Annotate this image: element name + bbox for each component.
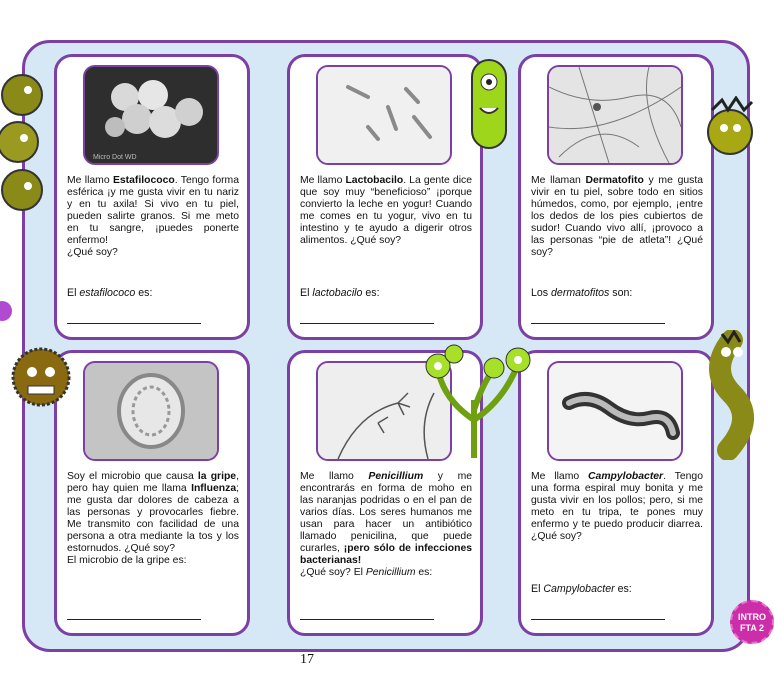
lactobacillus-image: [318, 67, 450, 163]
answer-prompt: Los dermatofitos son:: [531, 287, 633, 299]
card-dermatofito: [518, 54, 714, 340]
answer-line[interactable]: [531, 323, 665, 324]
card-text: Me llamo Campylobacter. Tengo una forma espiral muy bonita y me gusta vivir en los pollos; pero, si me meto en tu tripa, te pones muy enfermo y te puedo producir diarrea. ¿Qué soy?: [531, 471, 703, 542]
purple-microbe-icon: [0, 296, 14, 326]
dermatophyte-mascot-icon: [704, 96, 756, 168]
page-number: 17: [300, 652, 314, 667]
question: ¿Qué soy?: [531, 531, 582, 542]
microbe-name: Dermatofito: [585, 175, 644, 186]
question: ¿Qué soy?: [350, 235, 402, 246]
answer-line[interactable]: [67, 323, 201, 324]
card-text: Me llamo Lactobacilo. La gente dice que soy muy “beneficioso” ¡porque convierto la leche en yogur! Cuando me comes en tu yogur, vivo en tu intestino y te ayudo a digerir otros alimentos. ¿Qué soy?: [300, 175, 472, 246]
influenza-image: [85, 363, 217, 459]
card-text: Me llamo Estafilococo. Tengo forma esférica ¡y me gusta vivir en tu nariz y en tu axila! Si vivo en tu piel, pueden salirte granos. Si me meto en tu sangre, ¡puedes ponerte enfermo! ¿Qué soy?: [67, 175, 239, 258]
photo-campylobacter: [547, 361, 683, 461]
card-text: Soy el microbio que causa la gripe, pero hay quien me llama Influenza; me gusta dar dolores de cabeza a las personas y provocarles fiebre. Me transmito con facilidad de una persona a otra mediante la tos y los estornudos. ¿Qué soy? El microbio de la gripe es:: [67, 471, 239, 566]
photo-lactobacillus: [316, 65, 452, 165]
influenza-mascot-icon: [8, 342, 74, 412]
card-lactobacilo: [287, 54, 483, 340]
campylobacter-image: [549, 363, 681, 459]
answer-prompt: El lactobacilo es:: [300, 287, 380, 299]
answer-line[interactable]: [300, 619, 434, 620]
card-campylobacter: [518, 350, 714, 636]
photo-caption: Micro Dot WD: [93, 154, 137, 161]
card-gripe: [54, 350, 250, 636]
card-text: Me llamo Penicillium y me encontrarás en forma de moho en las naranjas podridas o en el pan de varios días. Los seres humanos me usan para hacer un antibiótico llamado penicilina, que puede curarles, ¡pero sólo de infecciones bacterianas! ¿Qué soy? El Penicillium es:: [300, 471, 473, 578]
microbe-name: Campylobacter: [588, 471, 664, 482]
staph-mascot-icon: [0, 70, 48, 220]
question: ¿Qué soy?: [124, 543, 176, 554]
answer-prompt: El estafilococo es:: [67, 287, 153, 299]
answer-prompt: El Campylobacter es:: [531, 583, 632, 595]
microbe-name: Lactobacilo: [345, 175, 404, 186]
microbe-name: la gripe: [197, 471, 237, 482]
photo-dermatophyte: [547, 65, 683, 165]
penicillium-mascot-icon: [414, 340, 544, 460]
answer-line[interactable]: [67, 619, 201, 620]
answer-line[interactable]: [300, 323, 434, 324]
photo-staphylococcus: [83, 65, 219, 165]
microbe-name: Estafilococo: [112, 175, 175, 186]
staphylococcus-image: [85, 67, 217, 163]
question: ¿Qué soy? El: [300, 567, 366, 578]
photo-influenza: [83, 361, 219, 461]
card-estafilococo: [54, 54, 250, 340]
question: ¿Qué soy?: [67, 247, 118, 258]
answer-line[interactable]: [531, 619, 665, 620]
microbe-name: Penicillium: [368, 471, 424, 482]
intro-fta-badge: INTRO FTA 2: [730, 600, 774, 644]
question: ¿Qué soy?: [531, 235, 703, 258]
card-text: Me llaman Dermatofito y me gusta vivir en tu piel, sobre todo en sitios húmedos, como, por ejemplo, ¡entre los dedos de los pies cubiertos de sudor! Cuando vivo allí, ¡provoco a las personas “pie de atleta”! ¿Qué soy?: [531, 175, 703, 258]
emphasis: ¡pero sólo de infecciones bacterianas!: [300, 543, 473, 566]
campylobacter-mascot-icon: [698, 330, 762, 460]
lactobacillus-mascot-icon: [462, 56, 518, 152]
answer-prompt: El microbio de la gripe es:: [67, 555, 187, 566]
dermatophyte-image: [549, 67, 681, 163]
